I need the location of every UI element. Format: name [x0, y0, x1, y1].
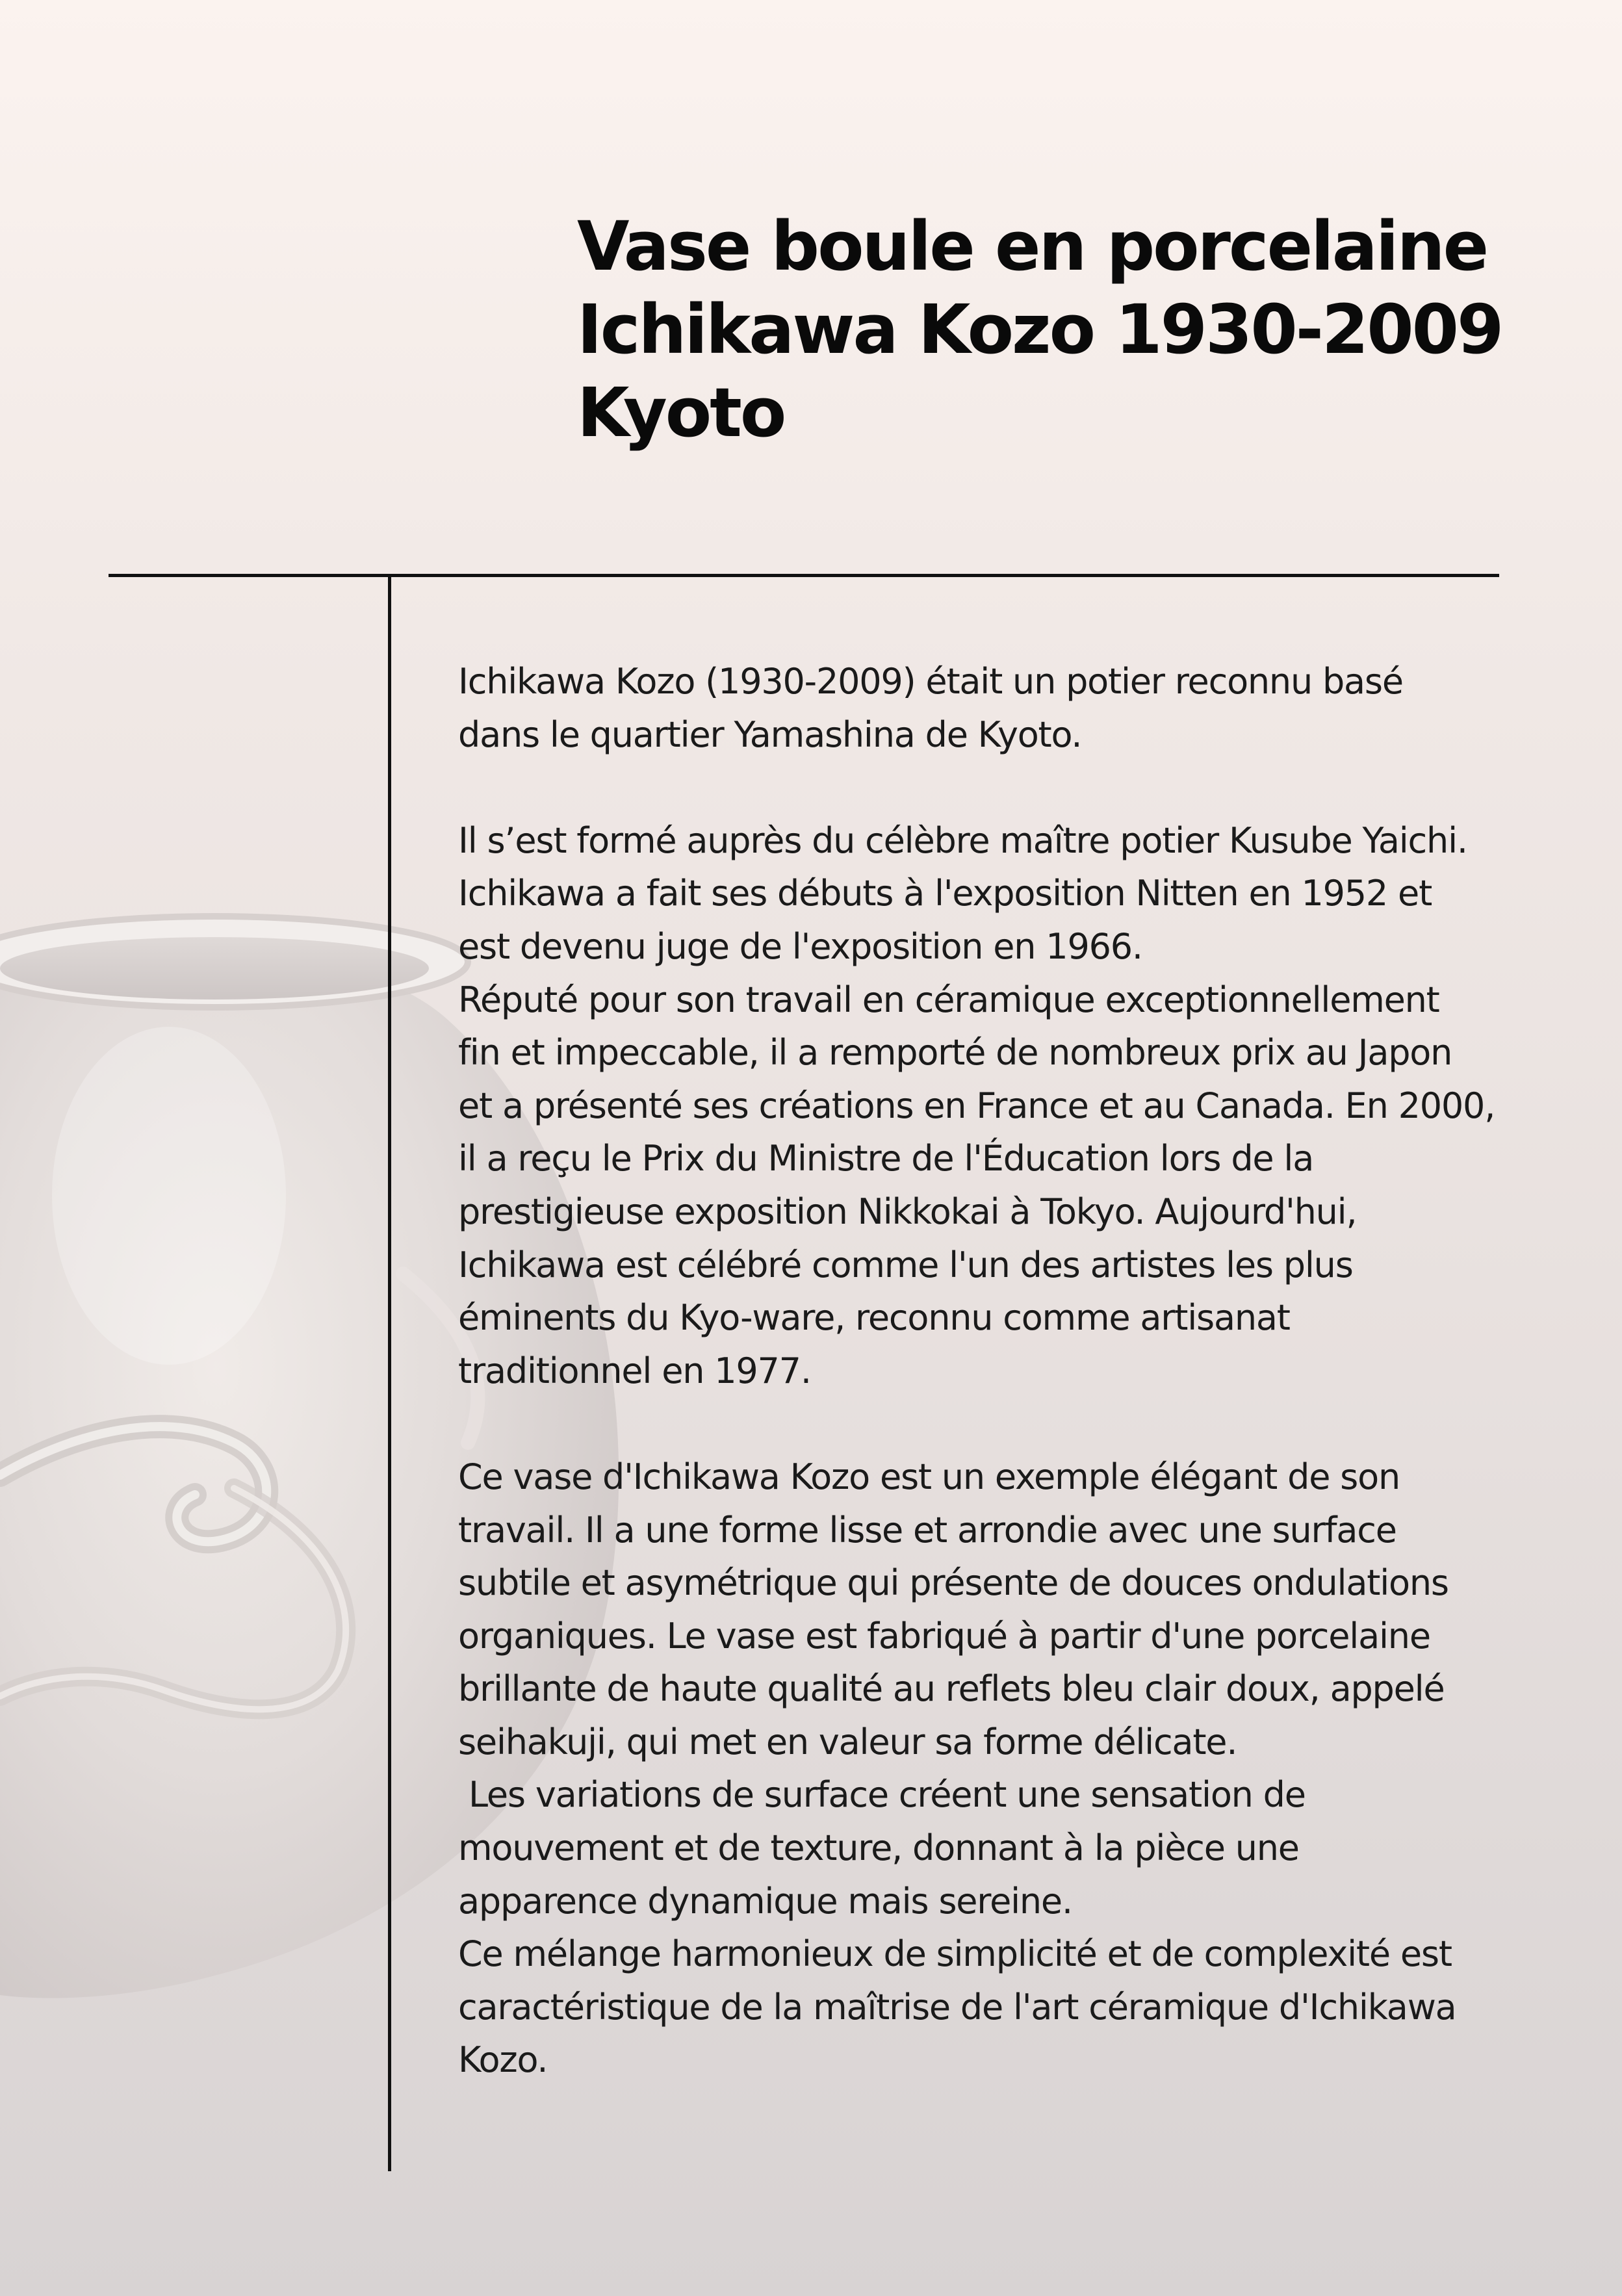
text-line: Ichikawa a fait ses débuts à l'exposition Nitten en 1952 et: [458, 873, 1432, 914]
text-line: Ce mélange harmonieux de simplicité et de complexité est: [458, 1933, 1452, 1975]
title-line: Kyoto: [577, 373, 785, 452]
title-line: Vase boule en porcelaine: [577, 207, 1487, 286]
paragraph-intro: [458, 655, 1589, 761]
text-line: subtile et asymétrique qui présente de douces ondulations: [458, 1562, 1448, 1604]
text-line: et a présenté ses créations en France et au Canada. En 2000,: [458, 1085, 1495, 1126]
page-title: [577, 205, 1552, 454]
title-line: Ichikawa Kozo 1930-2009: [577, 290, 1502, 369]
text-line: Ichikawa Kozo (1930-2009) était un potier reconnu basé: [458, 661, 1403, 702]
text-line: Réputé pour son travail en céramique exceptionnellement: [458, 979, 1439, 1020]
paragraph-spacer: [458, 761, 1589, 814]
text-line: apparence dynamique mais sereine.: [458, 1880, 1072, 1922]
text-line: traditionnel en 1977.: [458, 1350, 811, 1391]
text-line: Ce vase d'Ichikawa Kozo est un exemple élégant de son: [458, 1456, 1400, 1497]
text-line: éminents du Kyo-ware, reconnu comme artisanat: [458, 1297, 1290, 1339]
horizontal-divider: [109, 574, 1499, 577]
paragraph-biography: [458, 814, 1589, 1398]
text-line: caractéristique de la maîtrise de l'art céramique d'Ichikawa: [458, 1986, 1456, 2028]
text-line: Il s’est formé auprès du célèbre maître potier Kusube Yaichi.: [458, 819, 1467, 861]
paragraph-vase-description: [458, 1451, 1589, 2087]
text-line: mouvement et de texture, donnant à la pièce une: [458, 1827, 1299, 1869]
text-line: Ichikawa est célébré comme l'un des artistes les plus: [458, 1244, 1353, 1285]
text-line: fin et impeccable, il a remporté de nombreux prix au Japon: [458, 1032, 1452, 1074]
text-line: dans le quartier Yamashina de Kyoto.: [458, 714, 1082, 755]
text-line: il a reçu le Prix du Ministre de l'Éducation lors de la: [458, 1138, 1314, 1180]
text-line: travail. Il a une forme lisse et arrondie avec une surface: [458, 1509, 1397, 1551]
text-line: est devenu juge de l'exposition en 1966.: [458, 925, 1142, 967]
text-line: Les variations de surface créent une sensation de: [458, 1774, 1306, 1816]
text-line: Kozo.: [458, 2039, 548, 2081]
text-line: organiques. Le vase est fabriqué à partir d'une porcelaine: [458, 1615, 1430, 1657]
vertical-divider: [388, 574, 391, 2171]
paragraph-spacer: [458, 1397, 1589, 1451]
body-text: [458, 655, 1589, 2087]
text-line: brillante de haute qualité au reflets bleu clair doux, appelé: [458, 1668, 1445, 1710]
text-line: prestigieuse exposition Nikkokai à Tokyo. Aujourd'hui,: [458, 1191, 1357, 1232]
text-line: seihakuji, qui met en valeur sa forme délicate.: [458, 1721, 1237, 1762]
